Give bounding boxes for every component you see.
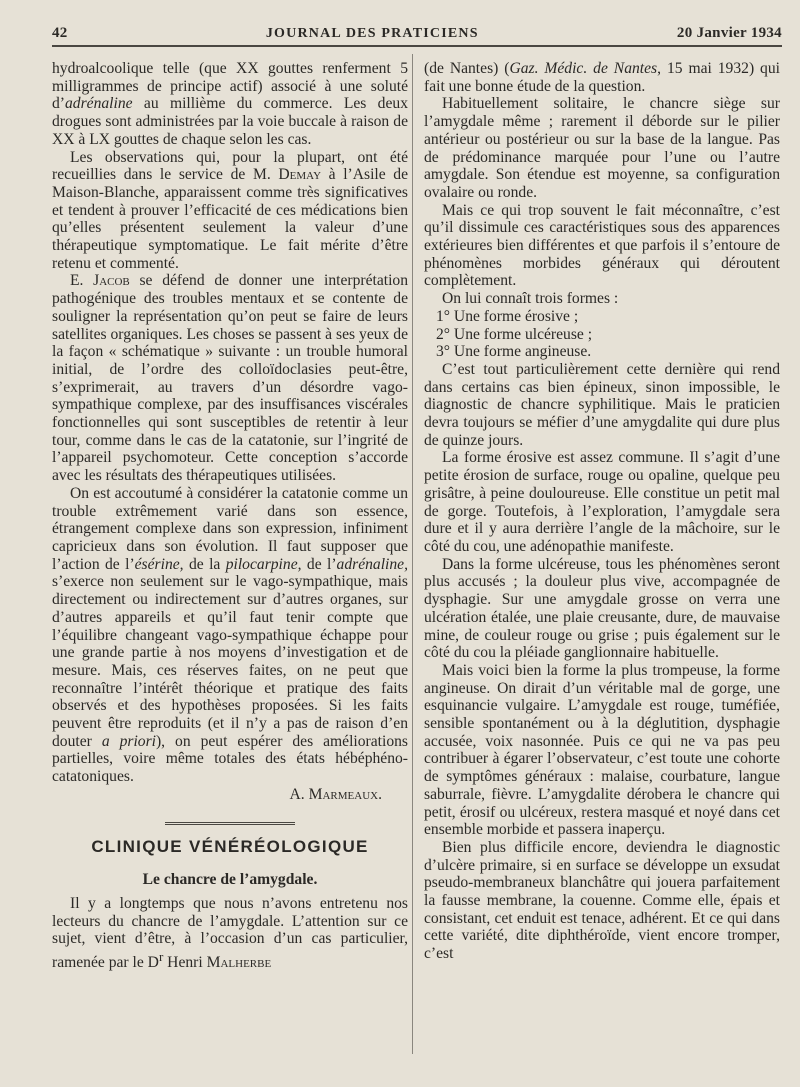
section-separator (52, 822, 408, 856)
right-column (424, 60, 780, 963)
paragraph: E. Jacob se défend de donner une interprétation pathogénique des troubles mentaux et se contente de souligner la représentation qu’on peut se faire de leurs satellites organiques. Les choses se passent à ses yeux de la façon « schématique » suivante : un trouble humoral initial, de l’ordre des colloïdoclasies peut-être, s’exprimerait, au travers d’un désordre vago-sympathique complexe, par des insuffisances viscérales fonctionnelles qui sont susceptibles de retentir à leur tour, comme dans le cas de la catatonie, sur l’ingrité de l’appareil psychomoteur. Cette conception s’accorde avec les résultats des thérapeutiques utilisées. (52, 272, 408, 485)
paragraph: Il y a longtemps que nous n’avons entretenu nos lecteurs du chancre de l’amygdale. L’attention sur ce sujet, vient d’être, à l’occasion d’un cas particulier, ramenée par le $D^r$ Henri Malherbe (52, 894, 408, 972)
paragraph: Habituellement solitaire, le chancre siège sur l’amygdale même ; rarement il déborde sur le pilier antérieur ou postérieur ou sur la base de la langue. Pas de prédominance marquée pour l’une ou l’autre amygdale. Son étendue est moyenne, sa configuration ovalaire ou ronde. (424, 95, 780, 201)
paragraph: Mais ce qui trop souvent le fait méconnaître, c’est qu’il dissimule ces caractéristiques sous des apparences extérieures bien différentes et que parfois il s’entoure de phénomènes morbides généraux qui déroutent complètement. (424, 201, 780, 290)
list-item: 2° Une forme ulcéreuse ; (436, 325, 593, 343)
author-signature: A. Marmeaux. (289, 785, 382, 803)
article-title: Le chancre de l’amygdale. (142, 871, 318, 889)
paragraph: Les observations qui, pour la plupart, ont été recueillies dans le service de M. Demay à l’Asile de Maison-Blanche, apparaissent comme très significatives et tendent à prouver l’efficacité de ces médications bien qu’elles présentent seulement la valeur d’une thérapeutique symptomatique. Le fait mérite d’être retenu et commenté. (52, 148, 409, 272)
page-number: 42 (52, 25, 68, 41)
double-rule (165, 822, 295, 828)
paragraph: La forme érosive est assez commune. Il s’agit d’une petite érosion de surface, rouge ou opaline, quelque peu grisâtre, à peine douloureuse. Elle constitue un petit mal de gorge. Toutefois, à l’exploration, l’amygdale sera dure et il y aura derrière l’angle de la mâchoire, sur le côté du cou, une adénopathie manifeste. (424, 449, 780, 555)
paragraph: C’est tout particulièrement cette dernière qui rend dans certains cas bien épineux, sinon impossible, le diagnostic de chancre syphilitique. Mais le praticien devra toujours se méfier d’une amygdalite qui dure plus de quinze jours. (424, 360, 780, 449)
column-divider (412, 54, 413, 1054)
paragraph: Bien plus difficile encore, deviendra le diagnostic d’ulcère primaire, si en surface se développe un exsudat pseudo-membraneux blanchâtre qui jouera parfaitement la fausse membrane, la couenne. Comme elle, épais et consistant, cet enduit est tenace, adhérent. Et ce qui dans cette variété, dite diphthéroïde, vient encore tromper, c’est (424, 838, 780, 963)
issue-date: 20 Janvier 1934 (676, 25, 782, 41)
paragraph: (de Nantes) (Gaz. Médic. de Nantes, 15 mai 1932) qui fait une bonne étude de la question. (424, 60, 780, 95)
paragraph: Dans la forme ulcéreuse, tous les phénomènes seront plus accusés ; la douleur plus vive, accompagnée de dysphagie. Sur une amygdale grosse on verra une ulcération étalée, une plaie creusante, dure, de mauvaise mine, de couleur rouge ou grise ; puis également sur le côté du cou la pléiade ganglionnaire habituelle. (424, 555, 780, 662)
journal-title: JOURNAL DES PRATICIENS (265, 26, 479, 41)
paragraph: hydroalcoolique telle (que XX gouttes renferment 5 milligrammes de principe actif) associé à une soluté d’adrénaline au millième du commerce. Les deux drogues sont administrées par la voie buccale à raison de XX à LX gouttes de chaque selon les cas. (52, 60, 408, 148)
paragraph: On est accoutumé à considérer la catatonie comme un trouble extrêmement varié dans son essence, étrangement complexe dans son expression, infiniment capricieux dans son évolution. Il faut supposer que l’action de l’ésérine, de la pilocarpine, de l’adrénaline, s’exerce non seulement sur le vago-sympathique, mais directement ou indirectement sur d’autres organes, sur d’autres appareils et qu’il faut tenir compte que l’équilibre changeant vago-sympathique échappe pour une grande partie à nos moyens d’investigation et de mesure. Mais, ces réserves faites, on ne peut que reconnaître l’intérêt théorique et pratique des faits observés et des hypothèses proposées. Si les faits peuvent être reproduits (et il n’y a pas de raison d’en douter a priori), on peut espérer des améliorations partielles, voire même totales des états hébéphéno-catatoniques. (52, 484, 408, 786)
list-item: 1° Une forme érosive ; (436, 307, 579, 325)
section-heading: CLINIQUE VÉNÉRÉOLOGIQUE (91, 836, 369, 856)
paragraph: Mais voici bien la forme la plus trompeuse, la forme angineuse. On dirait d’un véritable mal de gorge, une esquinancie vulgaire. L’amygdale est rouge, tuméfiée, sensible spontanément ou à la déglutition, dysphagie accusée, voix nasonnée. Puis ce qui ne va pas peu contribuer à égarer l’observateur, c’est toute une cohorte de symptômes généraux : malaise, courbature, langue saburrale, fièvre. L’amygdalite dérobera le chancre qui petit, érosif ou ulcéreux, restera masqué et noyé dans cet ensemble morbide et passera inaperçu. (424, 661, 780, 839)
paragraph: On lui connaît trois formes : (442, 290, 619, 308)
running-header (52, 16, 782, 47)
left-column (52, 60, 408, 972)
list-item: 3° Une forme angineuse. (436, 343, 592, 361)
